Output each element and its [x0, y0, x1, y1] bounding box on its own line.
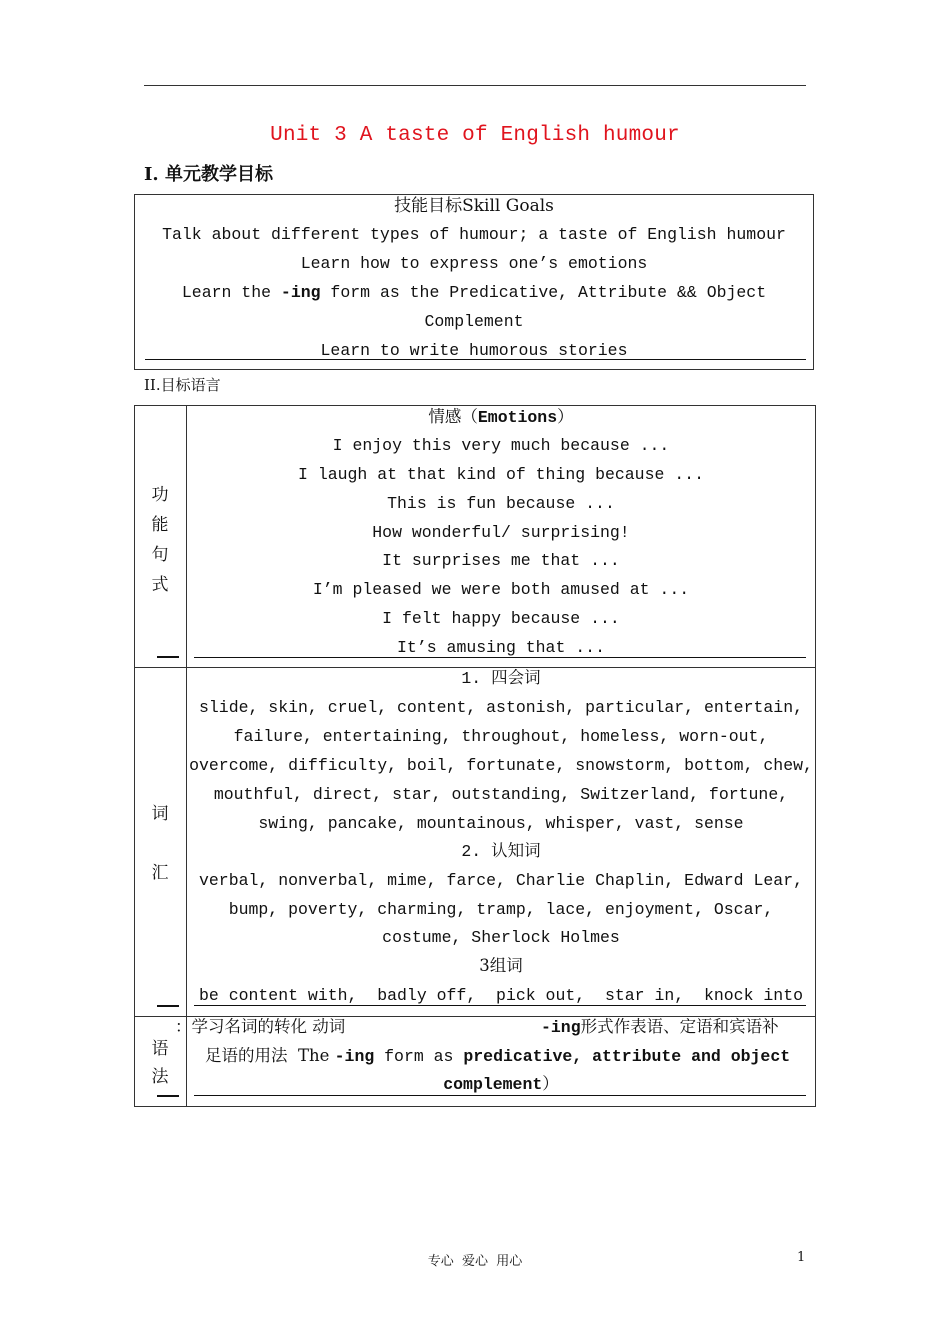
grammar-label-tick — [157, 1095, 179, 1097]
skill-goals-title-text: 技能目标Skill Goals — [394, 196, 554, 216]
vocab-words1-line4: mouthful, direct, star, outstanding, Switzerland, fortune, — [213, 785, 789, 804]
skill-goal-4: Learn to write humorous stories — [320, 341, 628, 360]
functional-label-3: 句 — [151, 545, 169, 565]
vocab-words1-line2: failure, entertaining, throughout, homeless, worn-out, — [233, 727, 769, 746]
vocab-heading-1: 1. 四会词 — [461, 669, 541, 688]
skill-goals-title — [135, 191, 813, 221]
sentence-7: I felt happy because ... — [382, 609, 620, 628]
page-number: 1 — [797, 1250, 806, 1265]
functional-label-tick — [157, 656, 179, 658]
emotions-heading-cn: 情感（ — [428, 407, 478, 426]
grammar-line3-bold: complement — [443, 1075, 543, 1094]
vocab-words1-line1: slide, skin, cruel, content, astonish, particular, entertain, — [199, 698, 803, 717]
functional-underline — [194, 657, 806, 658]
vocab-label-2: 汇 — [151, 863, 169, 883]
skill-goal-3-suffix: form as the Predicative, Attribute && Object — [320, 283, 767, 302]
sentence-4: How wonderful/ surprising! — [372, 523, 630, 542]
grammar-line2 — [205, 1041, 790, 1071]
vocab-words1-line5: swing, pancake, mountainous, whisper, vast, sense — [258, 814, 744, 833]
skill-goal-3-prefix: Learn the — [181, 283, 281, 302]
functional-label-2: 能 — [151, 515, 169, 535]
grammar-underline — [194, 1095, 806, 1096]
grammar-line2-prefix: 足语的用法 The — [205, 1046, 335, 1065]
skill-goals-underline — [145, 359, 806, 360]
emotions-heading-close: ） — [557, 407, 574, 426]
skill-goal-3 — [135, 278, 813, 307]
vocab-phrases: be content with, badly off, pick out, star in, knock into — [199, 986, 803, 1005]
sentence-6: I’m pleased we were both amused at ... — [312, 580, 690, 599]
sentence-3: This is fun because ... — [387, 494, 615, 513]
emotions-heading — [187, 402, 815, 432]
grammar-line2-ing: -ing — [334, 1047, 375, 1066]
sentence-2: I laugh at that kind of thing because ... — [298, 465, 704, 484]
skill-goal-1: Talk about different types of humour; a taste of English humour — [162, 225, 786, 244]
vocab-words1-line3: overcome, difficulty, boil, fortunate, snowstorm, bottom, chew, — [189, 756, 813, 775]
grammar-line2-bold: predicative, attribute and object — [463, 1047, 791, 1066]
grammar-line2-mid: form as — [374, 1047, 464, 1066]
vocab-underline — [194, 1005, 806, 1006]
emotions-heading-en: Emotions — [477, 408, 558, 427]
page-title: Unit 3 A taste of English humour — [270, 124, 680, 147]
sentence-5: It surprises me that ... — [382, 551, 620, 570]
footer-slogan: 专心 爱心 用心 — [427, 1254, 523, 1269]
functional-label-4: 式 — [151, 575, 169, 595]
vocab-words2-line2: bump, poverty, charming, tramp, lace, enjoyment, Oscar, — [228, 900, 774, 919]
grammar-label-1: 语 — [151, 1039, 169, 1059]
vocab-label-1: 词 — [151, 804, 169, 824]
section1-heading: I. 单元教学目标 — [144, 164, 273, 185]
skill-goals-box — [134, 194, 814, 370]
grammar-line1-ing: -ing — [541, 1018, 581, 1037]
grammar-line3-close: ） — [542, 1075, 559, 1094]
skill-goal-3-cont: Complement — [424, 312, 524, 331]
sentence-8: It’s amusing that ... — [397, 638, 605, 657]
vocab-heading-3: 3组词 — [479, 956, 523, 975]
vocab-words2-line3: costume, Sherlock Holmes — [382, 928, 620, 947]
skill-goal-3-ing: -ing — [280, 283, 321, 302]
functional-label-1: 功 — [151, 485, 169, 505]
grammar-label-2: 法 — [151, 1067, 169, 1087]
grammar-line1-left: ：学习名词的转化 动词 — [175, 1017, 346, 1036]
skill-goal-2: Learn how to express one’s emotions — [300, 254, 648, 273]
section2-heading: II.目标语言 — [144, 376, 221, 394]
grammar-line1-right-text: 形式作表语、定语和宾语补 — [580, 1017, 779, 1036]
sentence-1: I enjoy this very much because ... — [332, 436, 670, 455]
vocab-heading-2: 2. 认知词 — [461, 842, 541, 861]
grammar-line1-right — [541, 1012, 779, 1042]
header-rule — [144, 85, 806, 86]
vocab-label-tick — [157, 1005, 179, 1007]
vocab-words2-line1: verbal, nonverbal, mime, farce, Charlie Chaplin, Edward Lear, — [199, 871, 803, 890]
